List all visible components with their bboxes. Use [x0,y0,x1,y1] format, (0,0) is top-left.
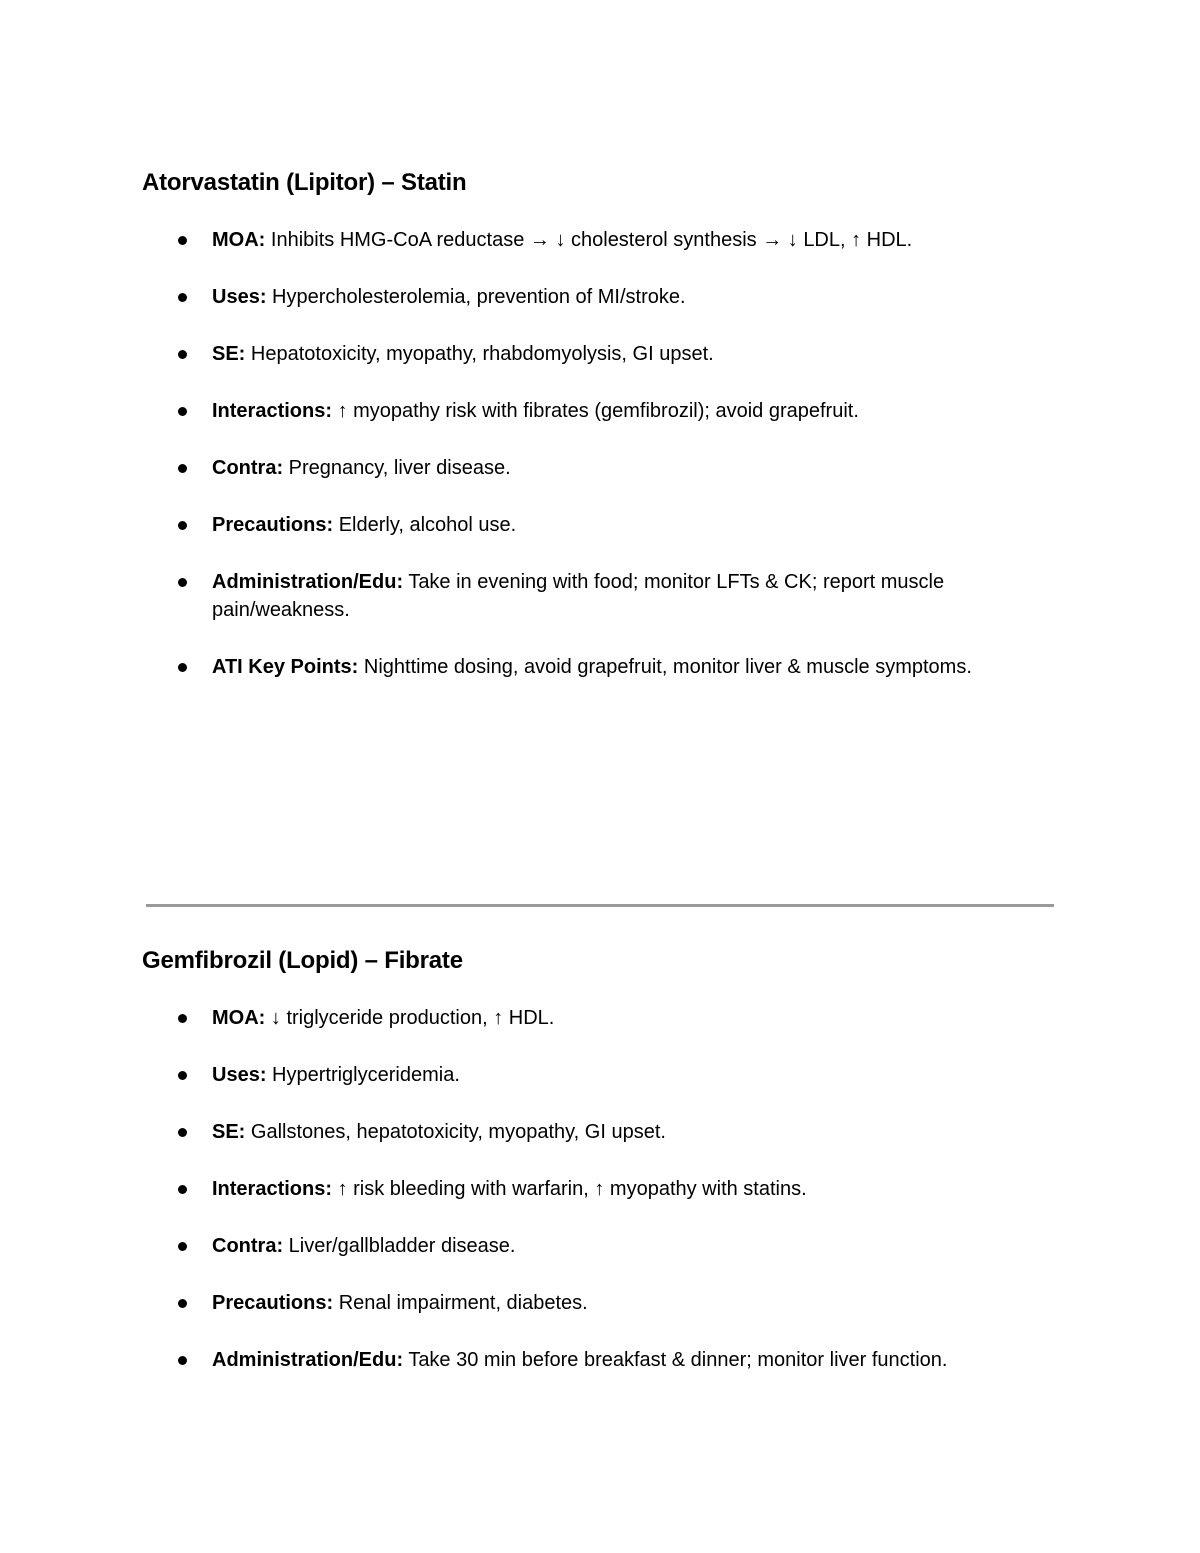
item-label: Precautions: [212,1292,334,1314]
bullet-icon [178,578,187,587]
item-text: Liver/gallbladder disease. [288,1235,516,1257]
list-item-side-effects [142,340,1042,368]
item-text: Nighttime dosing, avoid grapefruit, monitor liver & muscle symptoms. [363,656,972,678]
item-text: Hypercholesterolemia, prevention of MI/stroke. [272,286,686,308]
bullet-icon [178,1014,187,1023]
item-label: MOA: [212,1007,266,1029]
item-text: Take 30 min before breakfast & dinner; monitor liver function. [408,1349,948,1371]
bullet-icon [178,407,187,416]
bullet-icon [178,236,187,245]
item-label: SE: [212,343,246,365]
list-item-administration [142,568,1042,624]
item-text: Hepatotoxicity, myopathy, rhabdomyolysis, GI upset. [250,343,714,365]
bullet-icon [178,1185,187,1194]
item-label: MOA: [212,229,266,251]
bullet-icon [178,464,187,473]
list-item-side-effects [142,1118,1042,1146]
bullet-icon [178,293,187,302]
item-label: Administration/Edu: [212,571,404,593]
item-text: Pregnancy, liver disease. [288,457,511,479]
item-label: Administration/Edu: [212,1349,404,1371]
drug-section-gemfibrozil [142,946,1042,1403]
item-text: Elderly, alcohol use. [338,514,517,536]
item-text: ↑ myopathy risk with fibrates (gemfibrozil); avoid grapefruit. [337,400,859,422]
item-text: ↑ risk bleeding with warfarin, ↑ myopathy with statins. [337,1178,807,1200]
item-text: Inhibits HMG-CoA reductase → ↓ cholesterol synthesis → ↓ LDL, ↑ HDL. [270,229,913,251]
list-item-uses [142,1061,1042,1089]
list-item-contra [142,1232,1042,1260]
item-text: Renal impairment, diabetes. [338,1292,588,1314]
drug-section-atorvastatin [142,168,1042,710]
item-label: Uses: [212,286,267,308]
list-item-precautions [142,511,1042,539]
item-text: Hypertriglyceridemia. [272,1064,460,1086]
bullet-icon [178,521,187,530]
item-label: Uses: [212,1064,267,1086]
list-item-interactions [142,1175,1042,1203]
item-label: SE: [212,1121,246,1143]
list-item-interactions [142,397,1042,425]
list-item-moa [142,226,1042,254]
drug-title: Atorvastatin (Lipitor) – Statin [142,169,467,196]
item-text: Take in evening with food; monitor LFTs & CK; report muscle pain/weakness. [212,571,945,621]
list-item-uses [142,283,1042,311]
item-label: Interactions: [212,1178,333,1200]
bullet-icon [178,1071,187,1080]
bullet-icon [178,663,187,672]
bullet-icon [178,1299,187,1308]
bullet-icon [178,1242,187,1251]
list-item-precautions [142,1289,1042,1317]
drug-info-list [142,1004,1042,1374]
item-label: Contra: [212,457,284,479]
item-label: Interactions: [212,400,333,422]
item-label: Precautions: [212,514,334,536]
list-item-key-points [142,653,1042,681]
item-label: ATI Key Points: [212,656,359,678]
item-text: ↓ triglyceride production, ↑ HDL. [270,1007,555,1029]
list-item-contra [142,454,1042,482]
list-item-administration [142,1346,1042,1374]
bullet-icon [178,350,187,359]
drug-info-list [142,226,1042,681]
list-item-moa [142,1004,1042,1032]
bullet-icon [178,1128,187,1137]
drug-title: Gemfibrozil (Lopid) – Fibrate [142,947,463,974]
item-label: Contra: [212,1235,284,1257]
bullet-icon [178,1356,187,1365]
item-text: Gallstones, hepatotoxicity, myopathy, GI upset. [250,1121,666,1143]
section-divider [146,904,1054,907]
